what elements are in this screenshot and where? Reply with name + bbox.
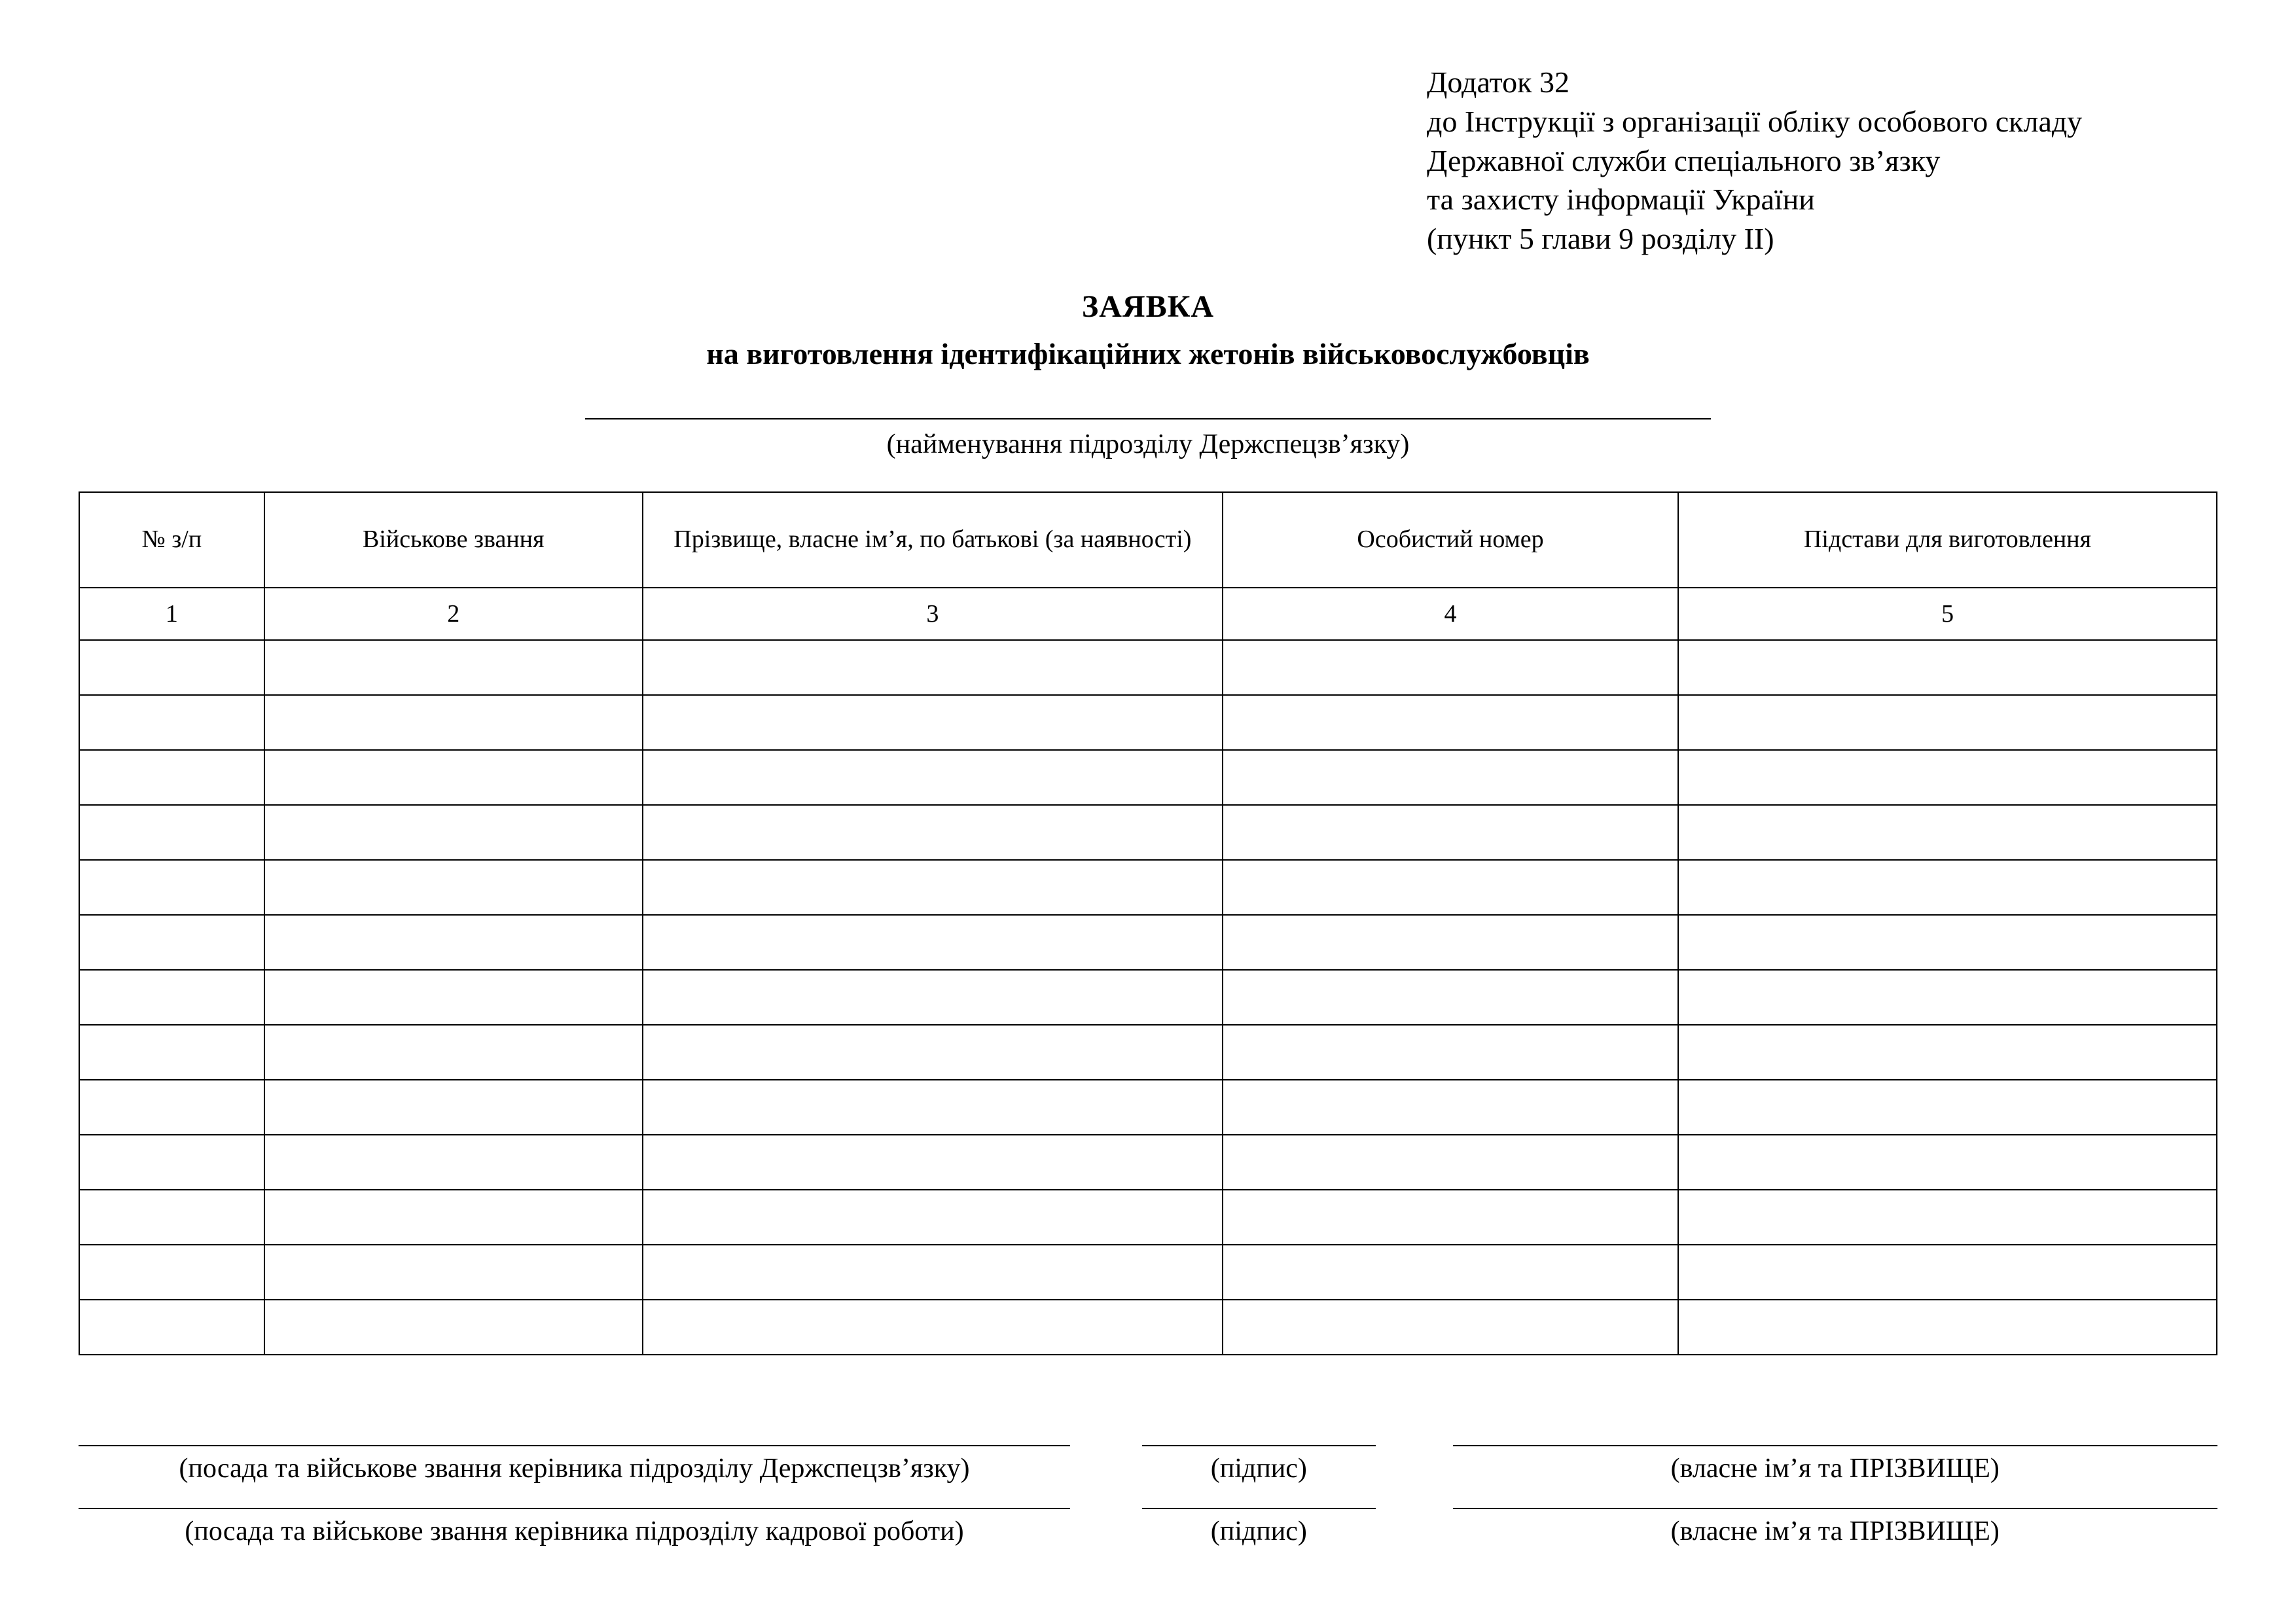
reference-line-1: Додаток 32 <box>1427 65 1570 99</box>
table-cell[interactable] <box>643 750 1223 805</box>
signature-name-rule-1 <box>1453 1444 2217 1446</box>
table-row[interactable] <box>79 695 2217 750</box>
table-cell[interactable] <box>643 860 1223 915</box>
table-cell[interactable] <box>643 1245 1223 1300</box>
table-cell[interactable] <box>1678 1025 2217 1080</box>
table-cell[interactable] <box>264 750 643 805</box>
table-cell[interactable] <box>264 1190 643 1245</box>
table-cell[interactable] <box>643 640 1223 695</box>
table-cell[interactable] <box>1223 1080 1678 1135</box>
table-cell[interactable] <box>79 1135 264 1190</box>
table-cell[interactable] <box>1678 1245 2217 1300</box>
table-cell[interactable] <box>1678 750 2217 805</box>
signature-name-caption-2: (власне ім’я та ПРІЗВИЩЕ) <box>1670 1516 2000 1546</box>
column-header-number: № з/п <box>79 492 264 588</box>
table-cell[interactable] <box>264 1245 643 1300</box>
signature-name-field-2[interactable] <box>1453 1507 2217 1547</box>
table-row[interactable] <box>79 1080 2217 1135</box>
table-row[interactable] <box>79 1190 2217 1245</box>
column-index-4: 4 <box>1223 588 1678 640</box>
table-row[interactable] <box>79 1245 2217 1300</box>
table-cell[interactable] <box>1678 1080 2217 1135</box>
reference-block <box>1427 63 2217 259</box>
table-row[interactable] <box>79 915 2217 970</box>
signature-name-field-1[interactable] <box>1453 1444 2217 1484</box>
table-cell[interactable] <box>1223 805 1678 860</box>
column-index-2: 2 <box>264 588 643 640</box>
table-cell[interactable] <box>1223 1190 1678 1245</box>
unit-name-field <box>79 417 2217 460</box>
page-title: ЗАЯВКА <box>1081 289 1215 324</box>
table-cell[interactable] <box>79 640 264 695</box>
page-subtitle: на виготовлення ідентифікаційних жетонів військовослужбовців <box>706 336 1590 370</box>
table-row[interactable] <box>79 860 2217 915</box>
table-cell[interactable] <box>1678 1190 2217 1245</box>
table-column-number-row <box>79 588 2217 640</box>
table-cell[interactable] <box>264 860 643 915</box>
table-cell[interactable] <box>643 970 1223 1025</box>
registration-table <box>79 491 2217 1355</box>
table-row[interactable] <box>79 750 2217 805</box>
table-cell[interactable] <box>264 1080 643 1135</box>
table-row[interactable] <box>79 1300 2217 1355</box>
table-cell[interactable] <box>264 915 643 970</box>
column-index-3: 3 <box>643 588 1223 640</box>
table-cell[interactable] <box>1678 970 2217 1025</box>
table-cell[interactable] <box>79 1300 264 1355</box>
table-cell[interactable] <box>79 1190 264 1245</box>
signature-position-field-2[interactable] <box>79 1507 1070 1547</box>
table-cell[interactable] <box>1223 915 1678 970</box>
column-header-fullname: Прізвище, власне ім’я, по батькові (за наявності) <box>643 492 1223 588</box>
table-cell[interactable] <box>264 1135 643 1190</box>
table-cell[interactable] <box>1223 970 1678 1025</box>
table-cell[interactable] <box>79 860 264 915</box>
table-cell[interactable] <box>79 1025 264 1080</box>
table-cell[interactable] <box>1223 860 1678 915</box>
table-cell[interactable] <box>79 1080 264 1135</box>
table-row[interactable] <box>79 805 2217 860</box>
signature-row-head-of-unit <box>79 1444 2217 1484</box>
table-cell[interactable] <box>1678 1300 2217 1355</box>
reference-line-3: Державної служби спеціального зв’язку <box>1427 143 1941 177</box>
table-cell[interactable] <box>1223 640 1678 695</box>
table-cell[interactable] <box>79 915 264 970</box>
signature-row-head-of-hr <box>79 1507 2217 1547</box>
table-cell[interactable] <box>1678 640 2217 695</box>
table-row[interactable] <box>79 1025 2217 1080</box>
table-cell[interactable] <box>1678 860 2217 915</box>
signature-sign-caption-2: (підпис) <box>1210 1516 1307 1546</box>
title-block <box>79 289 2217 371</box>
column-index-1: 1 <box>79 588 264 640</box>
reference-line-4: та захисту інформації України <box>1427 183 1815 217</box>
table-cell[interactable] <box>643 915 1223 970</box>
table-cell[interactable] <box>1678 805 2217 860</box>
signature-position-rule-2 <box>79 1507 1070 1509</box>
table-body <box>79 640 2217 1355</box>
column-header-personal-number: Особистий номер <box>1223 492 1678 588</box>
signature-name-caption-1: (власне ім’я та ПРІЗВИЩЕ) <box>1670 1454 2000 1484</box>
signature-area <box>79 1444 2217 1569</box>
reference-line-2: до Інструкції з організації обліку особового складу <box>1427 104 2083 138</box>
signature-sign-rule-1 <box>1142 1444 1375 1446</box>
column-header-grounds: Підстави для виготовлення <box>1678 492 2217 588</box>
table-cell[interactable] <box>79 750 264 805</box>
table-header-row <box>79 492 2217 588</box>
table-row[interactable] <box>79 1135 2217 1190</box>
table-cell[interactable] <box>79 805 264 860</box>
column-header-rank: Військове звання <box>264 492 643 588</box>
unit-name-input[interactable] <box>585 417 1711 419</box>
table-cell[interactable] <box>79 695 264 750</box>
signature-sign-rule-2 <box>1142 1507 1375 1509</box>
table-cell[interactable] <box>264 695 643 750</box>
table-cell[interactable] <box>643 805 1223 860</box>
table-cell[interactable] <box>643 1135 1223 1190</box>
table-cell[interactable] <box>643 1025 1223 1080</box>
table-cell[interactable] <box>1678 695 2217 750</box>
signature-position-caption-2: (посада та військове звання керівника підрозділу кадрової роботи) <box>185 1516 964 1546</box>
signature-position-rule-1 <box>79 1444 1070 1446</box>
table-cell[interactable] <box>643 1300 1223 1355</box>
table-row[interactable] <box>79 970 2217 1025</box>
table-cell[interactable] <box>1223 695 1678 750</box>
table-cell[interactable] <box>643 695 1223 750</box>
table-cell[interactable] <box>1223 750 1678 805</box>
signature-position-field-1[interactable] <box>79 1444 1070 1484</box>
table-row[interactable] <box>79 640 2217 695</box>
table-cell[interactable] <box>643 1190 1223 1245</box>
table-cell[interactable] <box>1223 1245 1678 1300</box>
signature-position-caption-1: (посада та військове звання керівника підрозділу Держспецзв’язку) <box>179 1454 970 1484</box>
table-cell[interactable] <box>264 805 643 860</box>
reference-line-5: (пункт 5 глави 9 розділу II) <box>1427 222 1774 256</box>
table-cell[interactable] <box>1223 1135 1678 1190</box>
table-cell[interactable] <box>264 1025 643 1080</box>
table-cell[interactable] <box>643 1080 1223 1135</box>
table-cell[interactable] <box>1678 915 2217 970</box>
column-index-5: 5 <box>1678 588 2217 640</box>
table-cell[interactable] <box>264 640 643 695</box>
signature-name-rule-2 <box>1453 1507 2217 1509</box>
table-cell[interactable] <box>1678 1135 2217 1190</box>
table-cell[interactable] <box>264 970 643 1025</box>
signature-sign-field-1[interactable] <box>1142 1444 1375 1484</box>
table-cell[interactable] <box>79 1245 264 1300</box>
unit-name-caption: (найменування підрозділу Держспецзв’язку) <box>886 429 1410 459</box>
table-cell[interactable] <box>1223 1300 1678 1355</box>
table-cell[interactable] <box>1223 1025 1678 1080</box>
signature-sign-caption-1: (підпис) <box>1210 1454 1307 1484</box>
table-cell[interactable] <box>79 970 264 1025</box>
signature-sign-field-2[interactable] <box>1142 1507 1375 1547</box>
table-cell[interactable] <box>264 1300 643 1355</box>
